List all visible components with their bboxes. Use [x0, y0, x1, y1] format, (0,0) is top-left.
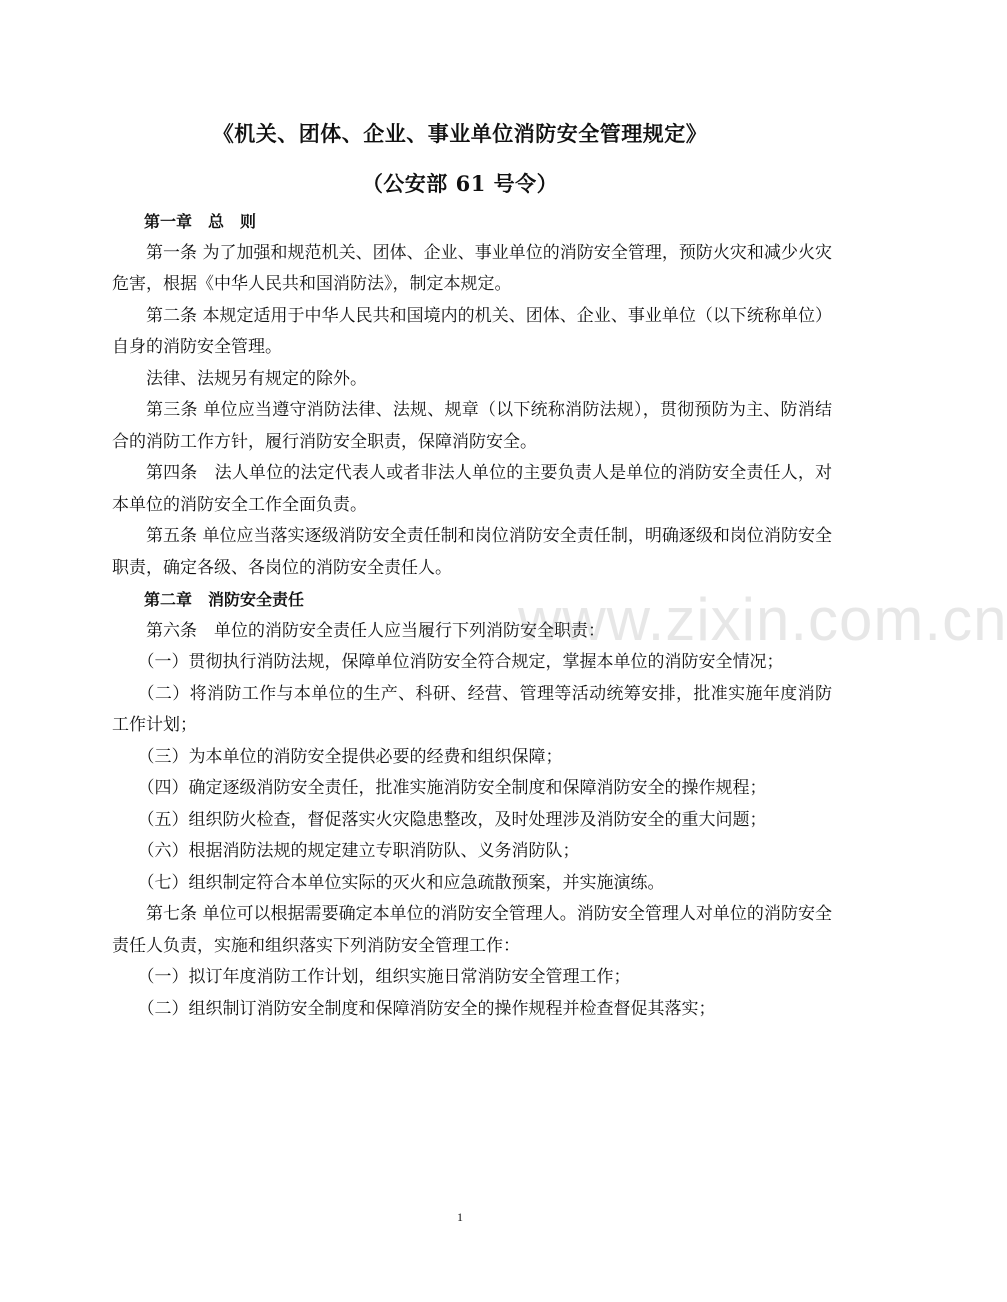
list-item: （一）拟订年度消防工作计划，组织实施日常消防安全管理工作； [137, 967, 631, 987]
article-paragraph: 第六条 单位的消防安全责任人应当履行下列消防安全职责： [146, 620, 605, 641]
chapter-heading: 第二章 消防安全责任 [144, 590, 305, 609]
article-paragraph: 第三条 单位应当遵守消防法律、法规、规章（以下统称消防法规），贯彻预防为主、防消结合的消防工作方针，履行消防安全职责，保障消防安全。 [112, 400, 832, 452]
document-title: 《机关、团体、企业、事业单位消防安全管理规定》 [212, 121, 708, 146]
list-item: （一）贯彻执行消防法规，保障单位消防安全符合规定，掌握本单位的消防安全情况； [137, 652, 784, 672]
list-item: （五）组织防火检查，督促落实火灾隐患整改，及时处理涉及消防安全的重大问题； [137, 809, 767, 830]
article-paragraph: 第五条 单位应当落实逐级消防安全责任制和岗位消防安全责任制，明确逐级和岗位消防安全职责，确定各级、各岗位的消防安全责任人。 [112, 526, 832, 578]
list-item: （四）确定逐级消防安全责任，批准实施消防安全制度和保障消防安全的操作规程； [137, 778, 767, 798]
list-item: （七）组织制定符合本单位实际的灭火和应急疏散预案，并实施演练。 [137, 872, 665, 893]
article-paragraph: 第二条 本规定适用于中华人民共和国境内的机关、团体、企业、事业单位（以下统称单位）自身的消防安全管理。 [112, 305, 832, 357]
article-paragraph: 第四条 法人单位的法定代表人或者非法人单位的主要负责人是单位的消防安全责任人，对本单位的消防安全工作全面负责。 [112, 463, 832, 515]
document-body [112, 206, 832, 1025]
watermark: www.zixin.com.cn [518, 586, 1007, 653]
article-paragraph: 第一条 为了加强和规范机关、团体、企业、事业单位的消防安全管理，预防火灾和减少火灾危害，根据《中华人民共和国消防法》，制定本规定。 [112, 242, 832, 294]
page-number: 1 [457, 1210, 463, 1224]
list-item: （二）将消防工作与本单位的生产、科研、经营、管理等活动统筹安排，批准实施年度消防工作计划； [112, 683, 832, 735]
list-item: （二）组织制订消防安全制度和保障消防安全的操作规程并检查督促其落实； [137, 998, 716, 1019]
list-item: （六）根据消防法规的规定建立专职消防队、义务消防队； [137, 841, 580, 861]
document-subtitle: （公安部 61 号令） [361, 171, 559, 196]
list-item: （三）为本单位的消防安全提供必要的经费和组织保障； [137, 746, 563, 767]
article-paragraph: 法律、法规另有规定的除外。 [146, 368, 367, 389]
chapter-heading: 第一章 总 则 [144, 212, 257, 231]
article-paragraph: 第七条 单位可以根据需要确定本单位的消防安全管理人。消防安全管理人对单位的消防安全责任人负责，实施和组织落实下列消防安全管理工作： [112, 904, 832, 956]
